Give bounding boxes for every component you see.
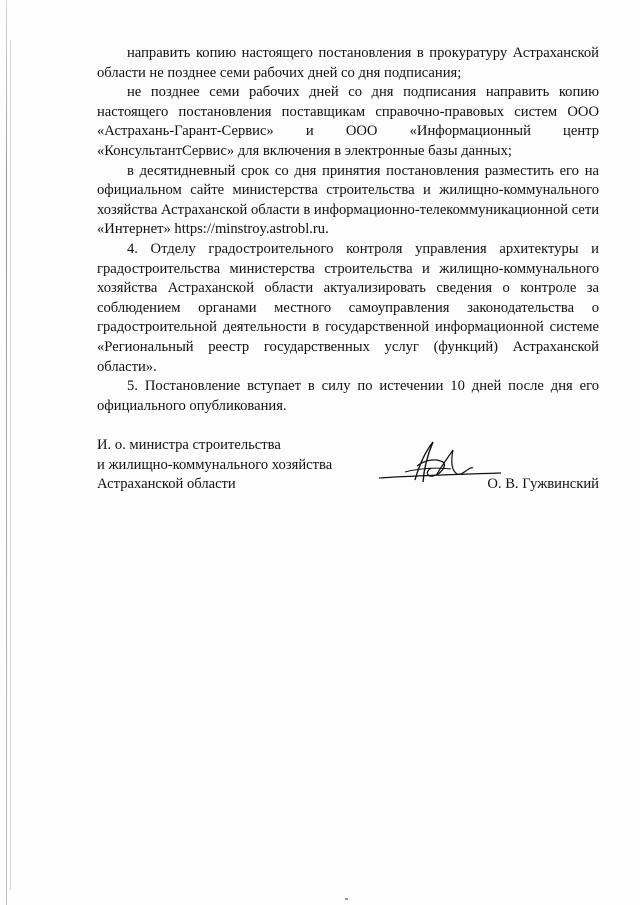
- paragraph-send-to-legal-systems: не позднее семи рабочих дней со дня подписания направить копию настоящего постановления поставщикам справочно-правовых систем ООО «Астрахань-Гарант-Сервис» и ООО «Информационный центр «КонсультантСервис» для включения в электронные базы данных;: [97, 84, 599, 159]
- signatory-title-line: Астраханской области: [97, 476, 236, 493]
- signatory-name: О. В. Гужвинский: [487, 476, 599, 492]
- paragraph-publish-on-website: в десятидневный срок со дня принятия постановления разместить его на официальном сайте министерства строительства и жилищно-коммунального хозяйства Астраханской области в информационно-телекоммуникационной сети «Интернет» https://minstroy.astrobl.ru.: [97, 162, 600, 238]
- paragraph-item-5: 5. Постановление вступает в силу по истечении 10 дней после дня его официального опубликования.: [97, 378, 599, 414]
- paragraph-item-4: 4. Отделу градостроительного контроля управления архитектуры и градостроительства министерства строительства и жилищно-коммунального хозяйства Астраханской области актуализировать сведения о контроле за соблюдением органами местного самоуправления законодательства о градостроительной деятельности в государственной информационной системе «Региональный реестр государственных услуг (функций) Астраханской области».: [97, 240, 599, 375]
- signature-block: [97, 436, 599, 496]
- paragraph-send-to-prosecutor: направить копию настоящего постановления в прокуратуру Астраханской области не позднее семи рабочих дней со дня подписания;: [97, 45, 599, 81]
- scan-speck: [345, 898, 348, 900]
- document-body: [97, 44, 599, 416]
- scan-edge-line: [6, 0, 7, 905]
- signatory-title: [97, 436, 377, 495]
- scan-edge-line: [10, 40, 11, 890]
- signatory-title-line: И. о. министра строительства: [97, 437, 281, 453]
- signatory-title-line: и жилищно-коммунального хозяйства: [97, 456, 333, 473]
